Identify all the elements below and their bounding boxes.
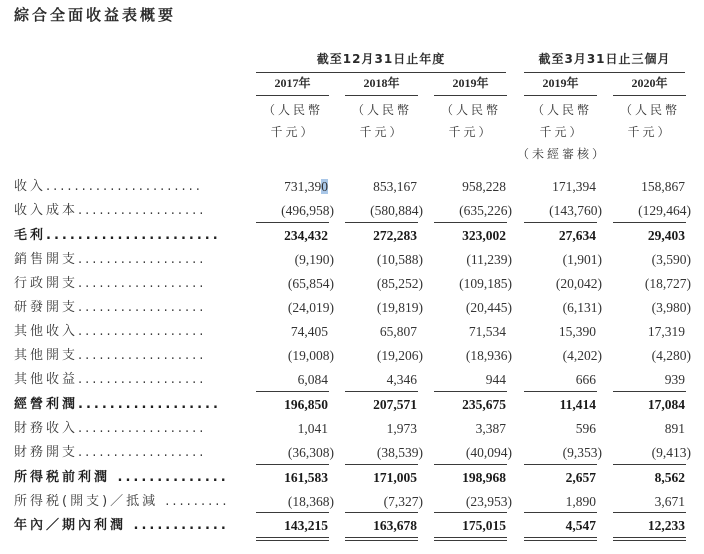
unit-label [342,99,422,143]
row-label: 財務收入.................. [14,421,207,436]
table-cell: 171,005 [373,470,417,485]
subtotal-rule [345,464,418,465]
table-cell: (7,327) [383,494,423,509]
table-cell: (9,190) [294,252,334,267]
unit-line1: （人民幣 [619,103,680,117]
table-cell: 8,562 [654,470,685,485]
table-cell: 891 [664,421,685,436]
total-double-rule [434,537,507,541]
table-cell: (580,884) [370,203,423,218]
table-cell: 15,390 [558,324,596,339]
table-cell: 158,867 [641,179,685,194]
row-label: 其他收入.................. [14,324,207,339]
table-cell: 163,678 [373,518,417,533]
table-cell: 853,167 [373,179,417,194]
unit-line2: 千元） [359,125,405,139]
table-cell: (3,980) [651,300,691,315]
unit-line2: 千元） [539,125,585,139]
unit-label [431,99,511,143]
table-row [0,248,704,272]
subtotal-rule [524,222,597,223]
column-header-2019: 2019年 [434,74,507,96]
table-cell: 939 [664,372,685,387]
table-cell: 27,634 [558,228,596,243]
page-title: 綜合全面收益表概要 [14,6,177,24]
table-cell: 1,973 [386,421,417,436]
subtotal-rule [613,222,686,223]
table-cell: (18,936) [465,348,512,363]
table-cell: 65,807 [379,324,417,339]
row-label: 經營利潤.................. [14,397,221,412]
table-cell: 29,403 [647,228,685,243]
group-header-year-ended: 截至12月31日止年度 [256,50,506,73]
subtotal-rule [524,512,597,513]
subtotal-rule [434,222,507,223]
row-label: 毛利...................... [14,228,221,243]
table-cell: (36,308) [287,445,334,460]
table-row [0,344,704,368]
column-header-2020-q1: 2020年 [613,74,686,96]
table-row [0,514,704,538]
subtotal-rule [345,222,418,223]
subtotal-rule [613,512,686,513]
subtotal-rule [256,391,329,392]
table-cell: 71,534 [468,324,506,339]
table-cell: (18,727) [644,276,691,291]
table-cell: (19,008) [287,348,334,363]
table-cell: 198,968 [462,470,506,485]
table-row [0,417,704,441]
unit-line1: （人民幣 [262,103,323,117]
table-cell: 4,547 [565,518,596,533]
table-cell: 235,675 [462,397,506,412]
total-double-rule [524,537,597,541]
table-cell: (3,590) [651,252,691,267]
table-cell: (19,819) [376,300,423,315]
table-cell: 175,015 [462,518,506,533]
table-cell: (38,539) [376,445,423,460]
table-cell: 1,041 [297,421,328,436]
unit-line1: （人民幣 [351,103,412,117]
row-label: 其他收益.................. [14,372,207,387]
table-row [0,466,704,490]
table-cell: 323,002 [462,228,506,243]
subtotal-rule [434,391,507,392]
table-cell: 958,228 [462,179,506,194]
table-row [0,368,704,392]
table-cell [238,175,328,199]
table-cell: (18,368) [287,494,334,509]
table-cell: 196,850 [284,397,328,412]
table-cell: 596 [575,421,596,436]
table-cell: 6,084 [297,372,328,387]
table-cell: 2,657 [565,470,596,485]
group-header-three-months: 截至3月31日止三個月 [524,50,685,73]
table-cell: 4,346 [386,372,417,387]
row-label: 其他開支.................. [14,348,207,363]
table-row [0,490,704,514]
column-header-2017: 2017年 [256,74,329,96]
table-row [0,272,704,296]
row-label: 銷售開支.................. [14,252,207,267]
table-cell: 234,432 [284,228,328,243]
unit-label [253,99,333,143]
table-row [0,199,704,223]
table-cell: (85,252) [376,276,423,291]
table-cell: (23,953) [465,494,512,509]
table-row [0,441,704,465]
table-cell: (24,019) [287,300,334,315]
table-cell: (6,131) [562,300,602,315]
total-double-rule [345,537,418,541]
table-cell: 143,215 [284,518,328,533]
row-label: 財務開支.................. [14,445,207,460]
unit-line1: （人民幣 [531,103,592,117]
table-cell: (10,588) [376,252,423,267]
unit-line2: 千元） [627,125,673,139]
table-cell: 17,084 [647,397,685,412]
unit-line2: 千元） [448,125,494,139]
text-selection-highlight[interactable]: 0 [321,179,328,194]
row-label: 收入成本.................. [14,203,207,218]
row-label: 所得税(開支)／抵減 ......... [14,494,230,509]
table-cell: (11,239) [466,252,512,267]
table-cell: (4,202) [562,348,602,363]
table-cell: 944 [485,372,506,387]
table-cell: (635,226) [459,203,512,218]
subtotal-rule [613,391,686,392]
table-cell: (20,042) [555,276,602,291]
table-cell: 161,583 [284,470,328,485]
table-row [0,393,704,417]
table-cell: 666 [575,372,596,387]
subtotal-rule [345,512,418,513]
subtotal-rule [613,464,686,465]
table-cell: (143,760) [549,203,602,218]
subtotal-rule [524,391,597,392]
table-row [0,320,704,344]
column-header-2019-q1: 2019年 [524,74,597,96]
table-cell: 207,571 [373,397,417,412]
table-cell: (109,185) [459,276,512,291]
unit-label [610,99,690,143]
table-cell: (40,094) [465,445,512,460]
total-double-rule [256,537,329,541]
unaudited-note: （未經審核） [516,147,607,161]
subtotal-rule [434,464,507,465]
table-cell: 11,414 [559,397,596,412]
total-double-rule [613,537,686,541]
table-cell: (19,206) [376,348,423,363]
unit-line2: 千元） [270,125,316,139]
table-row [0,296,704,320]
table-row [0,175,704,199]
subtotal-rule [434,512,507,513]
table-cell: (1,901) [562,252,602,267]
table-cell: 3,387 [475,421,506,436]
table-cell: 12,233 [647,518,685,533]
column-header-2018: 2018年 [345,74,418,96]
table-cell: 1,890 [565,494,596,509]
row-label: 年內／期內利潤 ............ [14,518,229,533]
table-cell: (9,413) [651,445,691,460]
table-row [0,224,704,248]
table-cell: 272,283 [373,228,417,243]
row-label: 收入...................... [14,179,203,194]
row-label: 所得税前利潤 .............. [14,470,229,485]
unit-line1: （人民幣 [440,103,501,117]
subtotal-rule [345,391,418,392]
cell-text: 731,39 [284,179,322,194]
table-cell: (20,445) [465,300,512,315]
subtotal-rule [256,464,329,465]
table-cell: (496,958) [281,203,334,218]
table-cell: 3,671 [654,494,685,509]
table-cell: (9,353) [562,445,602,460]
row-label: 行政開支.................. [14,276,207,291]
table-cell: 171,394 [552,179,596,194]
row-label: 研發開支.................. [14,300,207,315]
subtotal-rule [256,512,329,513]
table-cell: 74,405 [290,324,328,339]
unit-label [516,99,608,165]
table-cell: (65,854) [287,276,334,291]
table-cell: 17,319 [647,324,685,339]
subtotal-rule [524,464,597,465]
table-cell: (4,280) [651,348,691,363]
table-cell: (129,464) [638,203,691,218]
subtotal-rule [256,222,329,223]
